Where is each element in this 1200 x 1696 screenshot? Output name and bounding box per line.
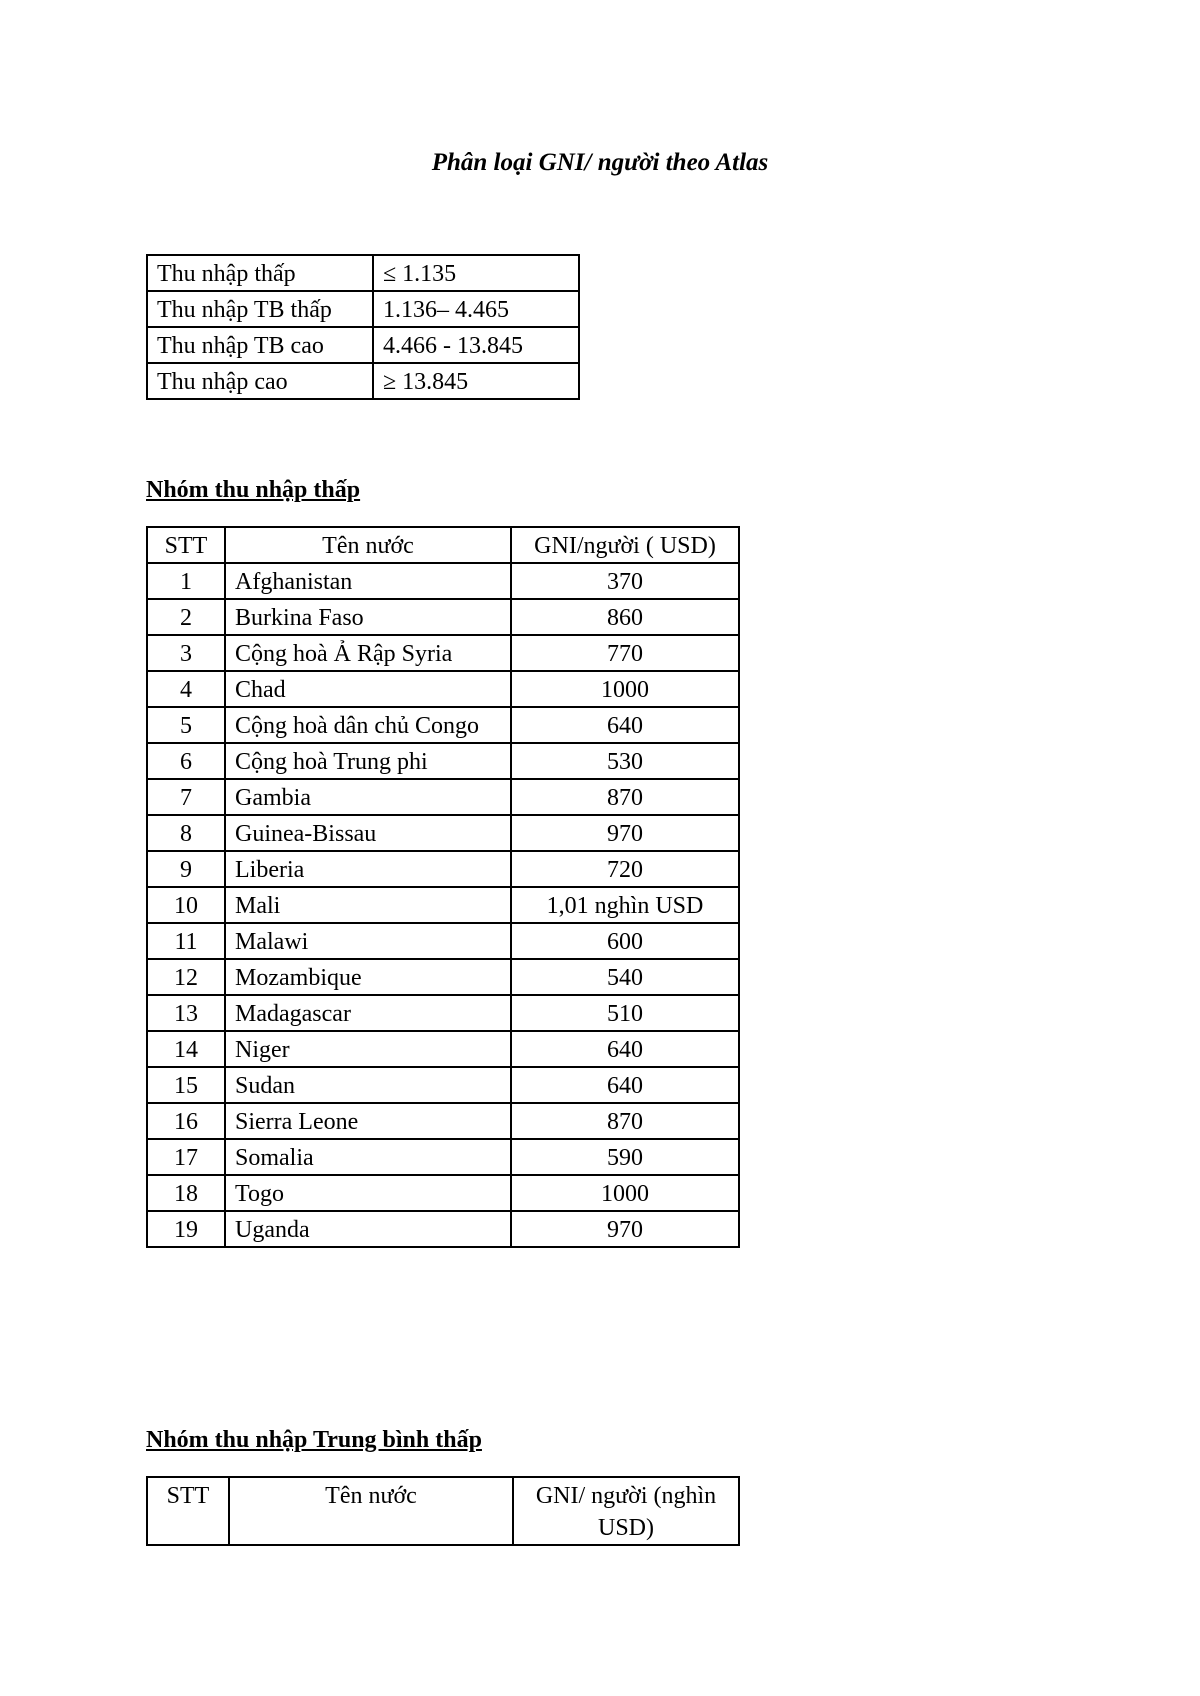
row-number: 15 bbox=[147, 1067, 225, 1103]
income-level-label: Thu nhập cao bbox=[147, 363, 373, 399]
page-title: Phân loại GNI/ người theo Atlas bbox=[431, 149, 769, 176]
gni-value: 640 bbox=[511, 1031, 739, 1067]
row-number: 11 bbox=[147, 923, 225, 959]
country-name: Cộng hoà dân chủ Congo bbox=[225, 707, 511, 743]
table-row bbox=[147, 707, 739, 743]
table-row bbox=[147, 851, 739, 887]
classification-row bbox=[147, 255, 579, 291]
table-header-row bbox=[147, 1477, 739, 1545]
country-name: Gambia bbox=[225, 779, 511, 815]
gni-value: 970 bbox=[511, 815, 739, 851]
header-gni: GNI/ người (nghìn USD) bbox=[513, 1477, 739, 1545]
table-row bbox=[147, 743, 739, 779]
header-gni: GNI/người ( USD) bbox=[511, 527, 739, 563]
country-name: Niger bbox=[225, 1031, 511, 1067]
gni-value: 770 bbox=[511, 635, 739, 671]
income-range: ≥ 13.845 bbox=[373, 363, 579, 399]
gni-value: 590 bbox=[511, 1139, 739, 1175]
country-name: Cộng hoà Ả Rập Syria bbox=[225, 635, 511, 671]
table-row bbox=[147, 635, 739, 671]
gni-value: 1000 bbox=[511, 1175, 739, 1211]
gni-value: 510 bbox=[511, 995, 739, 1031]
row-number: 1 bbox=[147, 563, 225, 599]
table-row bbox=[147, 959, 739, 995]
low-income-table bbox=[146, 526, 740, 1248]
table-row bbox=[147, 1031, 739, 1067]
row-number: 16 bbox=[147, 1103, 225, 1139]
row-number: 13 bbox=[147, 995, 225, 1031]
row-number: 18 bbox=[147, 1175, 225, 1211]
country-name: Afghanistan bbox=[225, 563, 511, 599]
table-row bbox=[147, 923, 739, 959]
row-number: 17 bbox=[147, 1139, 225, 1175]
country-name: Chad bbox=[225, 671, 511, 707]
table-row bbox=[147, 671, 739, 707]
row-number: 10 bbox=[147, 887, 225, 923]
gni-value: 640 bbox=[511, 1067, 739, 1103]
header-stt: STT bbox=[147, 527, 225, 563]
lower-middle-income-heading: Nhóm thu nhập Trung bình thấp bbox=[146, 1427, 482, 1453]
gni-value: 970 bbox=[511, 1211, 739, 1247]
gni-value: 370 bbox=[511, 563, 739, 599]
country-name: Sudan bbox=[225, 1067, 511, 1103]
low-income-heading: Nhóm thu nhập thấp bbox=[146, 477, 361, 503]
gni-value: 720 bbox=[511, 851, 739, 887]
gni-value: 540 bbox=[511, 959, 739, 995]
header-stt: STT bbox=[147, 1477, 229, 1545]
country-name: Sierra Leone bbox=[225, 1103, 511, 1139]
gni-value: 1,01 nghìn USD bbox=[511, 887, 739, 923]
row-number: 4 bbox=[147, 671, 225, 707]
table-row bbox=[147, 1175, 739, 1211]
table-row bbox=[147, 1139, 739, 1175]
row-number: 3 bbox=[147, 635, 225, 671]
table-row bbox=[147, 1103, 739, 1139]
income-range: ≤ 1.135 bbox=[373, 255, 579, 291]
classification-row bbox=[147, 327, 579, 363]
row-number: 7 bbox=[147, 779, 225, 815]
gni-value: 870 bbox=[511, 779, 739, 815]
row-number: 14 bbox=[147, 1031, 225, 1067]
table-row bbox=[147, 1067, 739, 1103]
gni-value: 600 bbox=[511, 923, 739, 959]
gni-value: 530 bbox=[511, 743, 739, 779]
country-name: Guinea-Bissau bbox=[225, 815, 511, 851]
country-name: Togo bbox=[225, 1175, 511, 1211]
row-number: 8 bbox=[147, 815, 225, 851]
country-name: Uganda bbox=[225, 1211, 511, 1247]
table-row bbox=[147, 815, 739, 851]
country-name: Madagascar bbox=[225, 995, 511, 1031]
country-name: Somalia bbox=[225, 1139, 511, 1175]
classification-row bbox=[147, 291, 579, 327]
table-row bbox=[147, 563, 739, 599]
table-row bbox=[147, 599, 739, 635]
income-level-label: Thu nhập TB thấp bbox=[147, 291, 373, 327]
row-number: 5 bbox=[147, 707, 225, 743]
country-name: Mozambique bbox=[225, 959, 511, 995]
table-row bbox=[147, 1211, 739, 1247]
gni-value: 860 bbox=[511, 599, 739, 635]
row-number: 6 bbox=[147, 743, 225, 779]
income-classification-table bbox=[146, 254, 580, 400]
gni-value: 870 bbox=[511, 1103, 739, 1139]
country-name: Mali bbox=[225, 887, 511, 923]
lower-middle-income-table bbox=[146, 1476, 740, 1546]
income-level-label: Thu nhập TB cao bbox=[147, 327, 373, 363]
income-range: 1.136– 4.465 bbox=[373, 291, 579, 327]
income-level-label: Thu nhập thấp bbox=[147, 255, 373, 291]
header-country-name: Tên nước bbox=[229, 1477, 513, 1545]
country-name: Burkina Faso bbox=[225, 599, 511, 635]
row-number: 9 bbox=[147, 851, 225, 887]
income-range: 4.466 - 13.845 bbox=[373, 327, 579, 363]
gni-value: 640 bbox=[511, 707, 739, 743]
table-header-row bbox=[147, 527, 739, 563]
classification-row bbox=[147, 363, 579, 399]
table-row bbox=[147, 995, 739, 1031]
country-name: Cộng hoà Trung phi bbox=[225, 743, 511, 779]
gni-value: 1000 bbox=[511, 671, 739, 707]
row-number: 12 bbox=[147, 959, 225, 995]
header-country-name: Tên nước bbox=[225, 527, 511, 563]
country-name: Malawi bbox=[225, 923, 511, 959]
country-name: Liberia bbox=[225, 851, 511, 887]
row-number: 2 bbox=[147, 599, 225, 635]
table-row bbox=[147, 887, 739, 923]
table-row bbox=[147, 779, 739, 815]
row-number: 19 bbox=[147, 1211, 225, 1247]
